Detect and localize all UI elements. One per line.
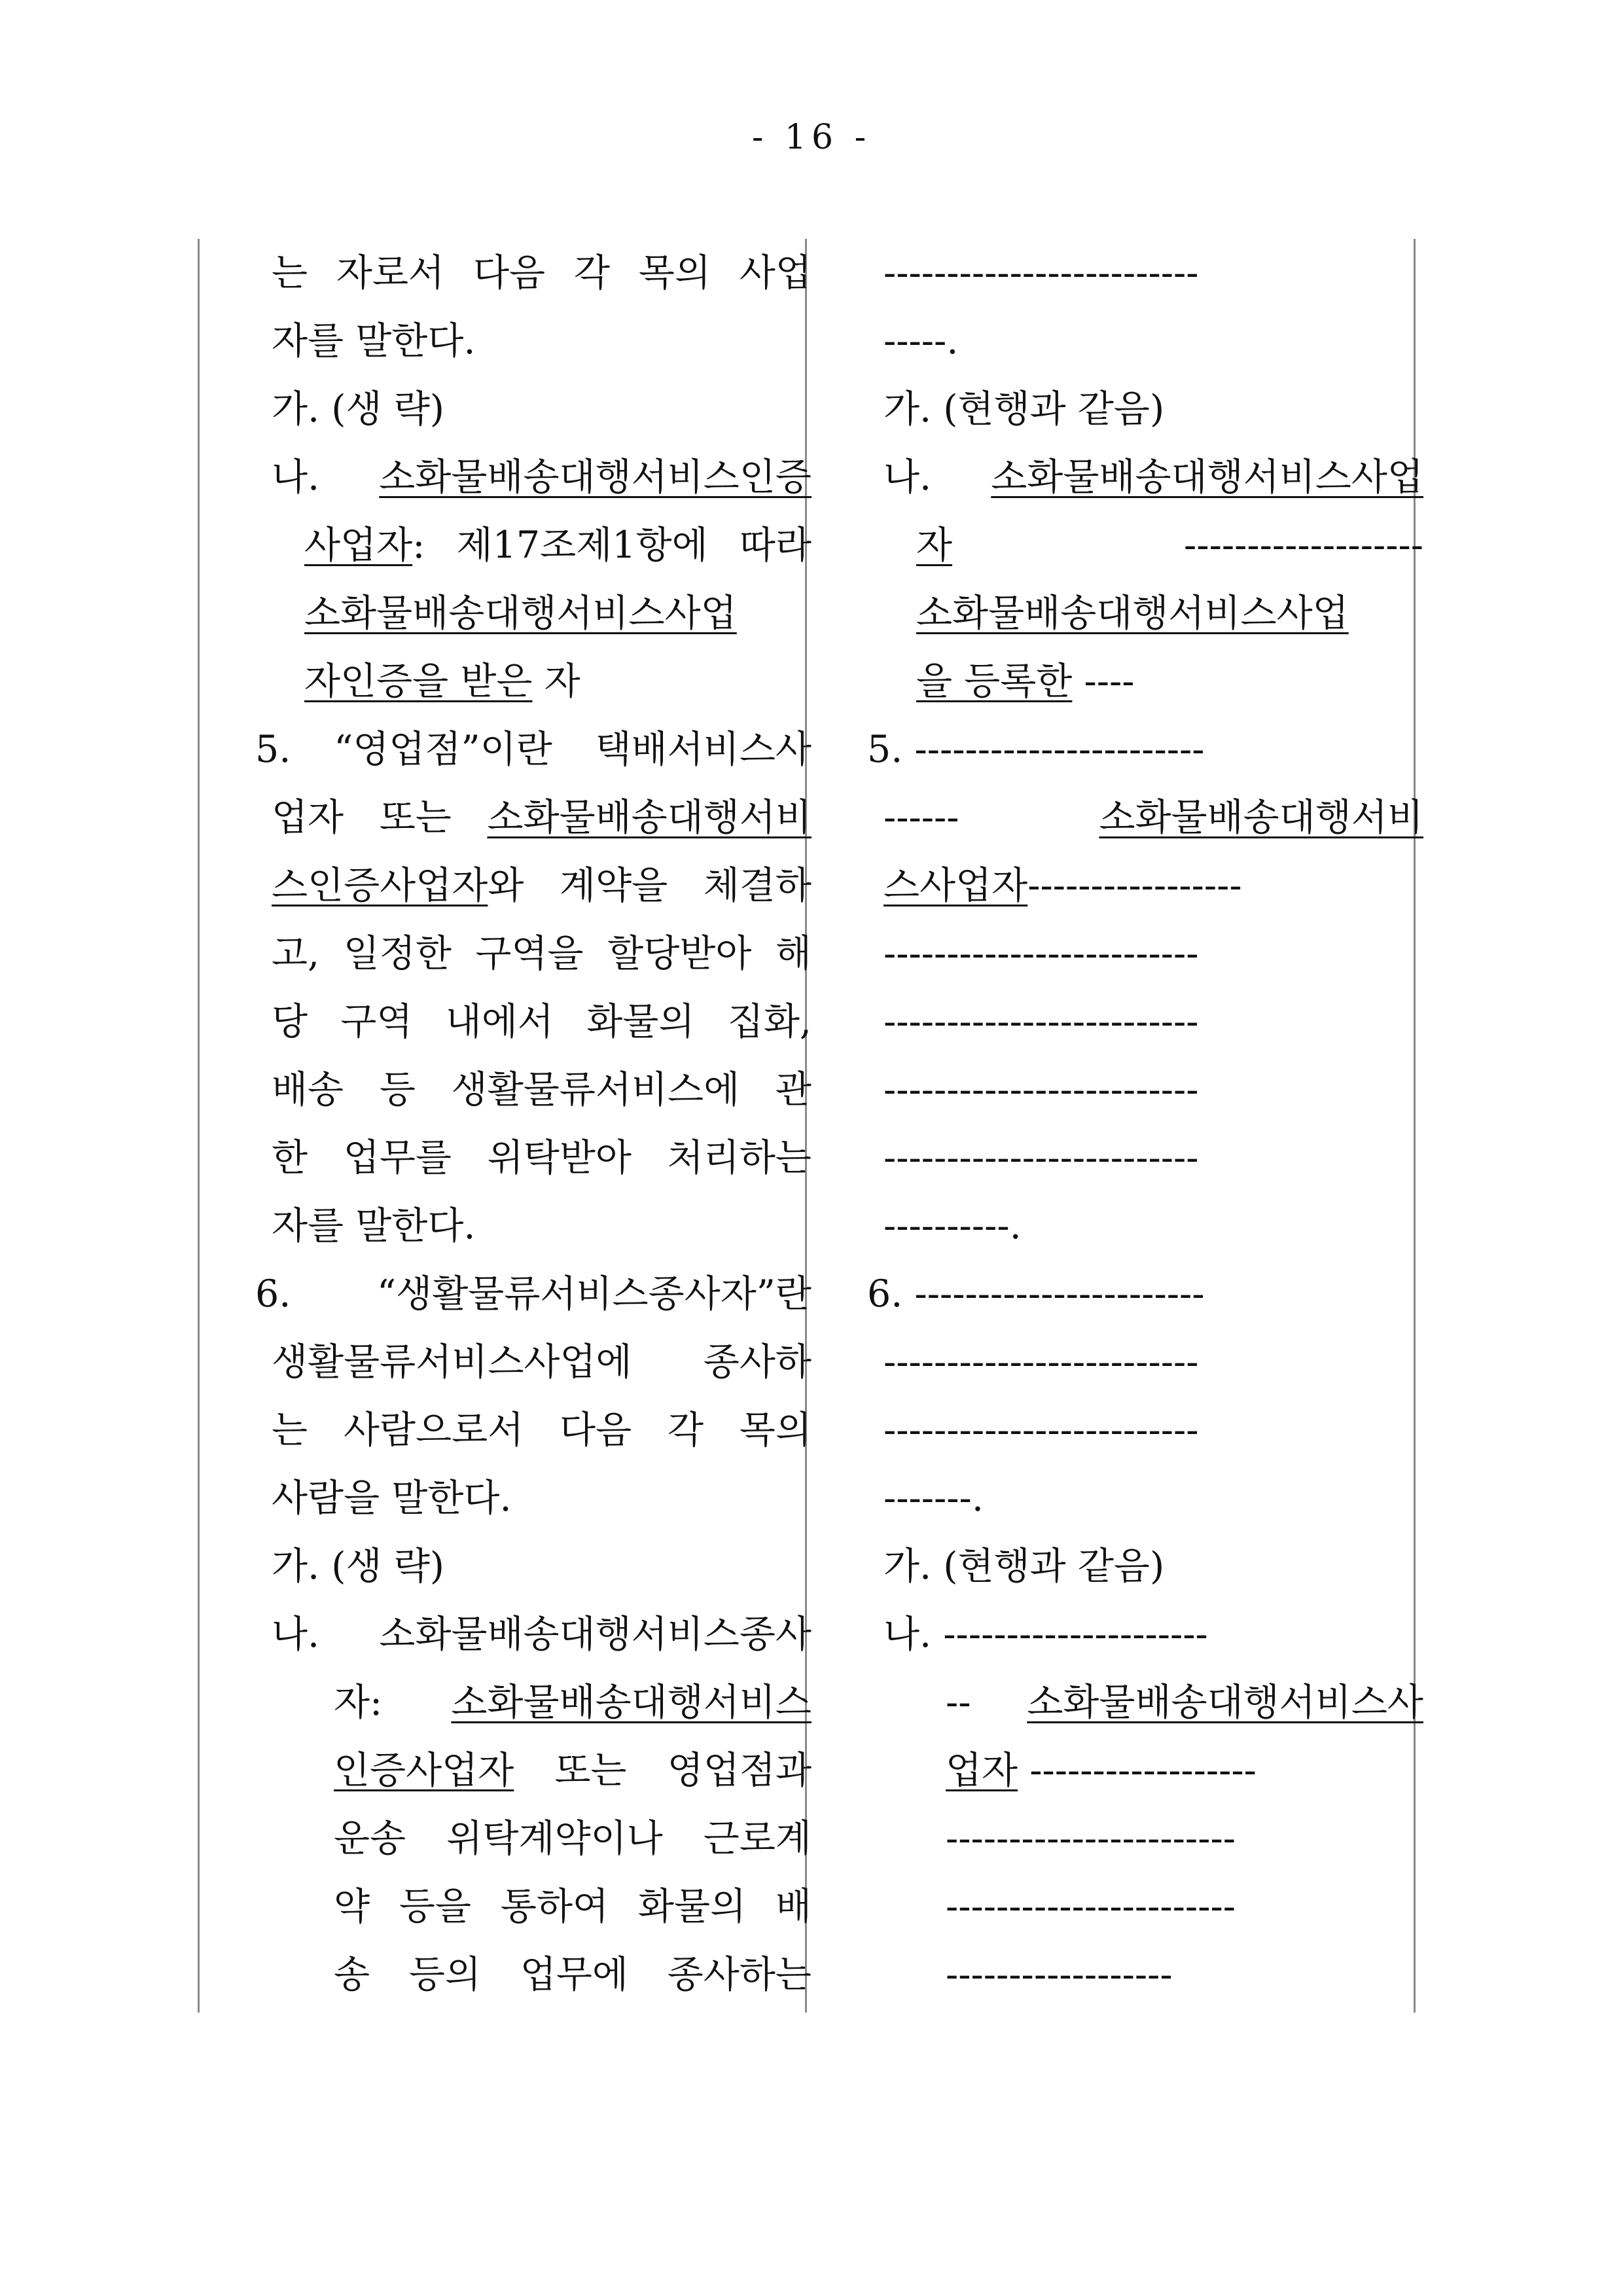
line-text: ----------.	[883, 1204, 1022, 1247]
line-text: 약 등을 통하여 화물의 배	[334, 1885, 812, 1928]
line-text: 배송 등 생활물류서비스에 관	[272, 1068, 812, 1111]
text-line	[272, 1328, 812, 1396]
text-line	[946, 1873, 1423, 1941]
text-line	[334, 1736, 812, 1804]
amended-text: 자	[916, 524, 953, 567]
amended-text: 을 등록한	[916, 660, 1073, 703]
text-line	[883, 783, 1423, 852]
text-line	[946, 1941, 1423, 2009]
text-line	[272, 1532, 812, 1600]
text-line	[946, 1804, 1423, 1873]
text-line	[867, 1260, 1423, 1328]
line-text: ------	[883, 796, 1099, 839]
line-text: -------------------------	[883, 932, 1199, 975]
line-text: ------------------	[1018, 1749, 1257, 1792]
line-text: -------------------------	[883, 251, 1199, 295]
text-line	[883, 1328, 1423, 1396]
line-text: --	[946, 1681, 1027, 1724]
line-text: -------------------------	[883, 1000, 1199, 1043]
text-line	[883, 988, 1423, 1056]
amended-text: 스인증사업자	[272, 864, 488, 907]
line-text: -------.	[883, 1477, 984, 1520]
text-line	[272, 852, 812, 920]
amended-text: 소화물배송대행서비스사업	[991, 456, 1423, 499]
text-line	[916, 511, 1423, 579]
text-line	[883, 443, 1423, 511]
text-line	[946, 1736, 1423, 1804]
text-line	[272, 1464, 812, 1532]
line-text: 또는 영업점과	[514, 1749, 812, 1792]
text-line	[883, 307, 1423, 375]
text-line	[272, 1192, 812, 1260]
text-line	[883, 1192, 1423, 1260]
line-text: 나. 소화물배송대행서비스종사	[272, 1613, 812, 1656]
text-line	[255, 1260, 812, 1328]
text-line	[883, 1464, 1423, 1532]
text-line	[334, 1804, 812, 1873]
line-text: 5. -----------------------	[867, 728, 1205, 771]
line-text: 는 사람으로서 다음 각 목의	[272, 1408, 812, 1452]
text-line	[883, 1600, 1423, 1668]
amended-text: 소화물배송대행서비	[487, 796, 812, 839]
text-line	[916, 579, 1423, 647]
text-line	[272, 239, 812, 307]
line-text: 송 등의 업무에 종사하는	[334, 1953, 812, 1996]
text-line	[272, 1124, 812, 1192]
text-line	[255, 715, 812, 783]
text-line	[272, 1056, 812, 1124]
text-line	[272, 783, 812, 852]
line-text: 한 업무를 위탁받아 처리하는	[272, 1136, 812, 1179]
text-line	[272, 443, 812, 511]
text-line	[334, 1873, 812, 1941]
text-line	[334, 1941, 812, 2009]
line-text: -------------------------	[883, 1136, 1199, 1179]
line-text: -------------------------	[883, 1068, 1199, 1111]
amended-text: 스사업자	[883, 864, 1028, 907]
text-line	[883, 1532, 1423, 1600]
amended-text: 소화물배송대행서비스사업	[916, 592, 1349, 635]
line-text: 가. (생 략)	[272, 387, 445, 431]
text-line	[304, 579, 812, 647]
line-text: 사람을 말한다.	[272, 1477, 512, 1520]
text-line	[883, 1056, 1423, 1124]
line-text: 자:	[334, 1681, 452, 1724]
line-text: 는 자로서 다음 각 목의 사업	[272, 251, 812, 295]
amended-text: 인증사업자	[334, 1749, 514, 1792]
line-text: ----	[1072, 660, 1135, 703]
text-line	[272, 307, 812, 375]
amended-text: 소화물배송대행서비스인증	[379, 456, 812, 499]
line-text: : 제17조제1항에 따라	[412, 524, 812, 567]
line-text: -----------------------	[946, 1885, 1236, 1928]
line-text: ------------------	[946, 1953, 1173, 1996]
text-line	[883, 852, 1423, 920]
line-text: 와 계약을 체결하	[488, 864, 812, 907]
amended-text: 소화물배송대행서비스사업	[304, 592, 737, 635]
text-line	[946, 1668, 1423, 1736]
text-line	[334, 1668, 812, 1736]
text-line	[272, 920, 812, 988]
line-text: 자	[532, 660, 580, 703]
line-text: 자를 말한다.	[272, 1204, 476, 1247]
page-number: - 16 -	[751, 118, 872, 157]
line-text: -------------------	[952, 524, 1423, 567]
line-text: 6. “생활물류서비스종사자”란	[255, 1272, 812, 1316]
text-line	[304, 511, 812, 579]
line-text: 가. (현행과 같음)	[883, 1545, 1165, 1588]
line-text: -----------------	[1027, 864, 1242, 907]
line-text: 생활물류서비스사업에 종사하	[272, 1340, 812, 1384]
line-text: -----.	[883, 319, 959, 363]
text-line	[272, 1600, 812, 1668]
text-line	[916, 647, 1423, 715]
text-line	[867, 715, 1423, 783]
line-text: 5. “영업점”이란 택배서비스사	[255, 728, 812, 771]
line-text: 업자 또는	[272, 796, 488, 839]
text-line	[304, 647, 812, 715]
amended-text: 소화물배송대행서비	[1099, 796, 1423, 839]
amended-text: 소화물배송대행서비스사	[1027, 1681, 1423, 1724]
line-text: -------------------------	[883, 1408, 1199, 1452]
text-line	[883, 920, 1423, 988]
amended-text: 자인증을 받은	[304, 660, 533, 703]
text-line	[272, 988, 812, 1056]
amended-text: 소화물배송대행서비스	[451, 1681, 812, 1724]
line-text: 나. ---------------------	[883, 1613, 1208, 1656]
text-line	[883, 239, 1423, 307]
line-text: 6. -----------------------	[867, 1272, 1205, 1316]
amended-text: 사업자	[304, 524, 413, 567]
line-text: 고, 일정한 구역을 할당받아 해	[272, 932, 812, 975]
line-text: -----------------------	[946, 1817, 1236, 1860]
amended-text: 업자	[946, 1749, 1018, 1792]
line-text: -------------------------	[883, 1340, 1199, 1384]
line-text: 운송 위탁계약이나 근로계	[334, 1817, 812, 1860]
line-text: 자를 말한다.	[272, 319, 476, 363]
left-border-line	[198, 239, 200, 2013]
line-text: 당 구역 내에서 화물의 집화,	[272, 1000, 812, 1043]
text-line	[272, 1396, 812, 1464]
text-line	[883, 1396, 1423, 1464]
text-line	[272, 375, 812, 443]
line-text: 나.	[883, 456, 991, 499]
line-text: 가. (현행과 같음)	[883, 387, 1165, 431]
line-text: 가. (생 략)	[272, 1545, 445, 1588]
text-line	[883, 375, 1423, 443]
line-text: 나.	[272, 456, 380, 499]
text-line	[883, 1124, 1423, 1192]
